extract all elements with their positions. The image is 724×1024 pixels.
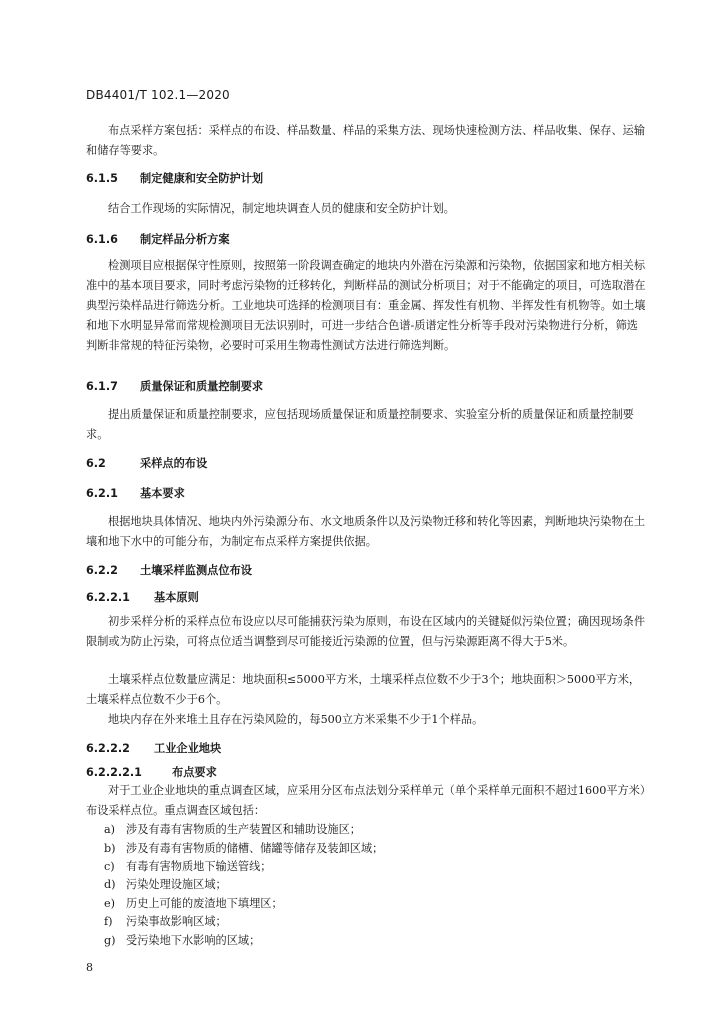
paragraph-analysis-plan: 检测项目应根据保守性原则，按照第一阶段调查确定的地块内外潜在污染源和污染物，依据国家和地方相关标准中的基本项目要求，同时考虑污染物的迁移转化，判断样品的测试分析项目；对于不能确定的项目，可选取潜在典型污染样品进行筛选分析。工业地块可选择的检测项目有：重金属、挥发性有机物、半挥发性有机物等。如土壤和地下水明显异常而常规检测项目无法识别时，可进一步结合色谱-质谱定性分析等手段对污染物进行分析，筛选判断非常规的特征污染物，必要时可采用生物毒性测试方法进行筛选判断。 — [86, 259, 646, 352]
list-marker: d) — [104, 878, 116, 891]
section-number: 6.2.2 — [86, 564, 118, 577]
list-item — [104, 876, 227, 894]
paragraph-basic-requirements: 根据地块具体情况、地块内外污染源分布、水文地质条件以及污染物迁移和转化等因素，判断地块污染物在土壤和地下水中的可能分布，为制定布点采样方案提供依据。 — [86, 515, 646, 548]
heading-6-2 — [86, 455, 207, 473]
section-title: 制定样品分析方案 — [140, 233, 230, 246]
section-title: 采样点的布设 — [140, 457, 208, 470]
section-title: 制定健康和安全防护计划 — [140, 172, 264, 185]
section-title: 布点要求 — [172, 766, 217, 779]
paragraph-sampling-plan: 布点采样方案包括：采样点的布设、样品数量、样品的采集方法、现场快速检测方法、样品收集、保存、运输和储存等要求。 — [86, 124, 646, 157]
list-marker: a) — [104, 823, 116, 836]
list-item — [104, 932, 260, 950]
section-number: 6.1.5 — [86, 172, 118, 185]
section-number: 6.2.2.2 — [86, 742, 130, 755]
section-number: 6.2.2.2.1 — [86, 766, 142, 779]
list-text: 有毒有害物质地下输送管线； — [126, 860, 272, 873]
list-item — [104, 821, 361, 839]
paragraph-layout-requirements: 对于工业企业地块的重点调查区域，应采用分区布点法划分采样单元（单个采样单元面积不超过1600平方米）布设采样点位。重点调查区域包括： — [86, 784, 646, 817]
paragraph-health-safety: 结合工作现场的实际情况，制定地块调查人员的健康和安全防护计划。 — [108, 202, 455, 215]
paragraph-basic-principles: 初步采样分析的采样点位布设应以尽可能捕获污染为原则，布设在区域内的关键疑似污染位置；确因现场条件限制或为防止污染，可将点位适当调整到尽可能接近污染源的位置，但与污染源距离不得大于5米。 — [86, 615, 646, 648]
list-marker: e) — [104, 897, 115, 910]
list-item — [104, 858, 271, 876]
paragraph-stockpile-soil: 地块内存在外来堆土且存在污染风险的，每500立方米采集不少于1个样品。 — [108, 713, 484, 726]
paragraph-quality-control: 提出质量保证和质量控制要求，应包括现场质量保证和质量控制要求、实验室分析的质量保证和质量控制要求。 — [86, 408, 634, 441]
section-title: 基本原则 — [154, 591, 199, 604]
list-item — [104, 895, 283, 913]
list-item — [104, 840, 383, 858]
section-number: 6.2.1 — [86, 487, 118, 500]
heading-6-2-1 — [86, 485, 185, 503]
section-number: 6.1.7 — [86, 380, 118, 393]
heading-6-2-2-2-1 — [86, 764, 217, 782]
list-marker: b) — [104, 842, 116, 855]
heading-6-2-2-2 — [86, 740, 221, 758]
page-number: 8 — [86, 961, 93, 974]
section-title: 土壤采样监测点位布设 — [140, 564, 252, 577]
heading-6-2-2 — [86, 562, 252, 580]
list-item — [104, 913, 227, 931]
section-title: 工业企业地块 — [154, 742, 222, 755]
list-text: 污染事故影响区域； — [126, 915, 227, 928]
list-marker: c) — [104, 860, 115, 873]
list-text: 污染处理设施区域； — [126, 878, 227, 891]
list-text: 涉及有毒有害物质的生产装置区和辅助设施区； — [126, 823, 361, 836]
heading-6-1-7 — [86, 378, 263, 396]
section-number: 6.1.6 — [86, 233, 118, 246]
list-text: 涉及有毒有害物质的储槽、储罐等储存及装卸区域； — [126, 842, 384, 855]
heading-6-1-5 — [86, 170, 263, 188]
section-title: 质量保证和质量控制要求 — [140, 380, 264, 393]
document-code: DB4401/T 102.1—2020 — [86, 88, 230, 102]
list-marker: f) — [104, 915, 113, 928]
list-text: 历史上可能的废渣地下填埋区； — [126, 897, 283, 910]
section-title: 基本要求 — [140, 487, 185, 500]
list-text: 受污染地下水影响的区域； — [126, 934, 261, 947]
section-number: 6.2 — [86, 457, 106, 470]
heading-6-2-2-1 — [86, 589, 199, 607]
section-number: 6.2.2.1 — [86, 591, 130, 604]
paragraph-point-count: 土壤采样点位数量应满足：地块面积≤5000平方米，土壤采样点位数不少于3个；地块面积＞5000平方米，土壤采样点位数不少于6个。 — [86, 673, 641, 706]
heading-6-1-6 — [86, 231, 230, 249]
list-marker: g) — [104, 934, 116, 947]
